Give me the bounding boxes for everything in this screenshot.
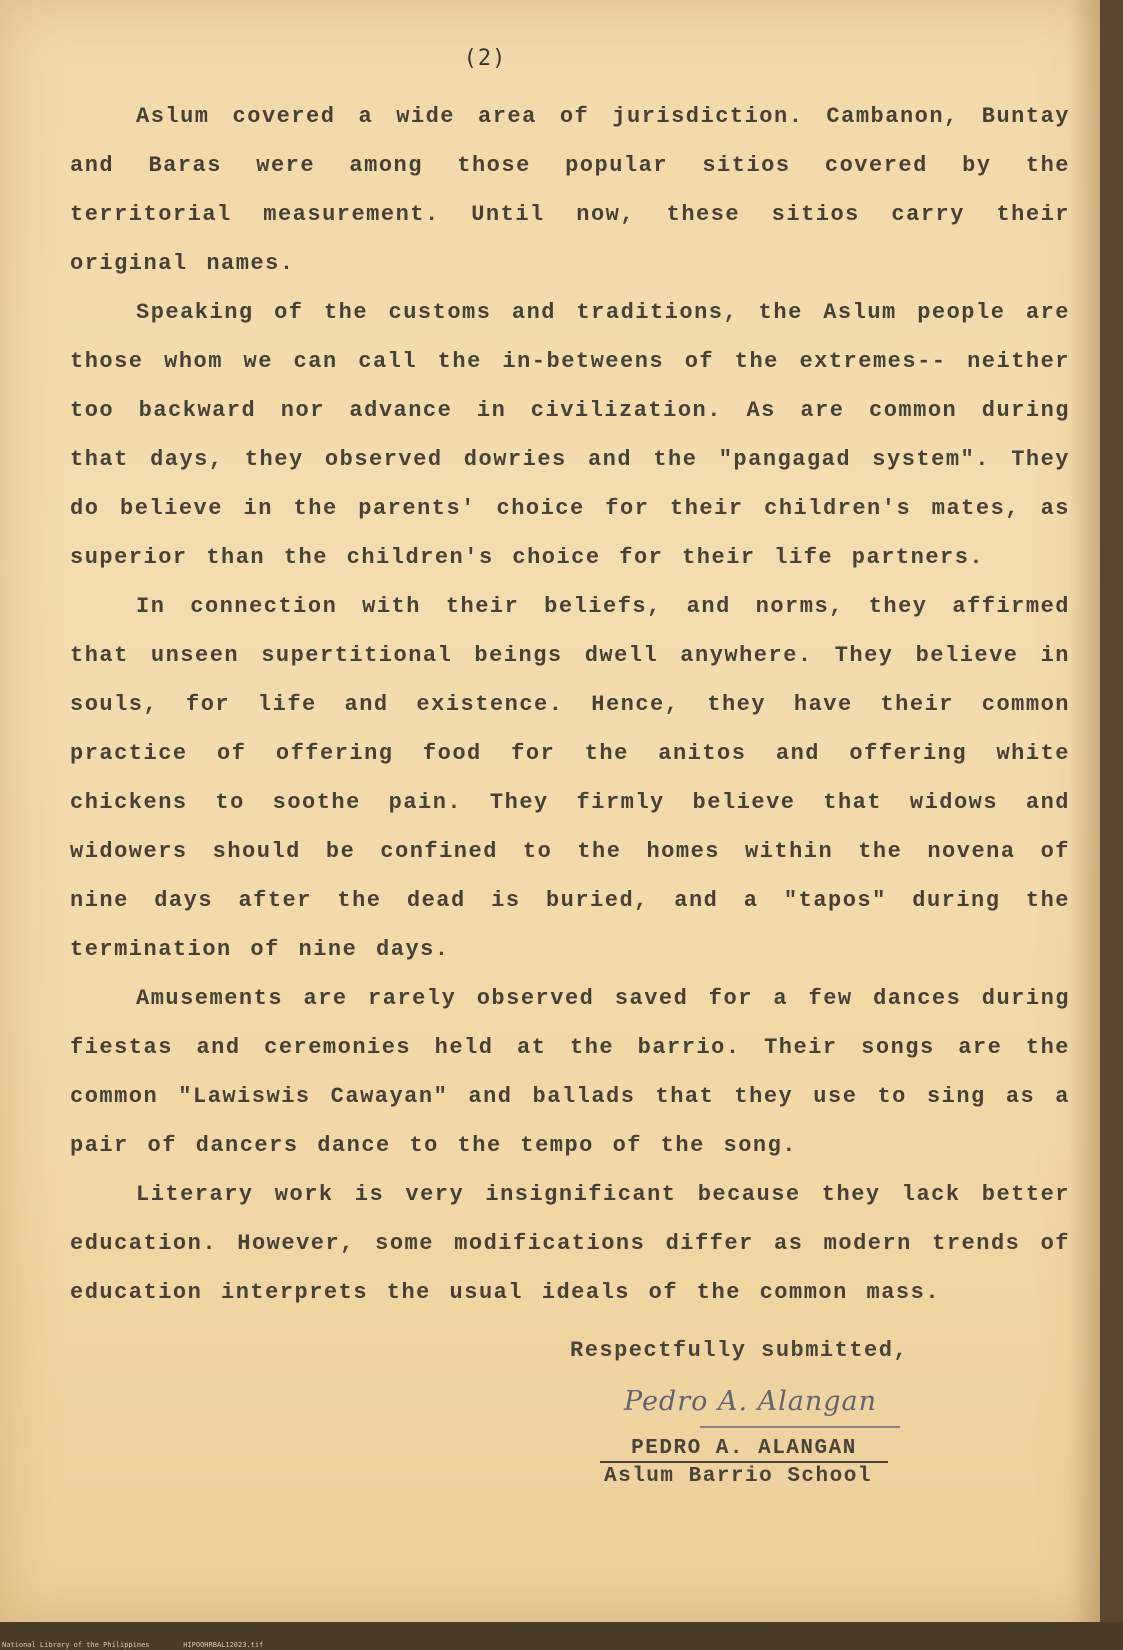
- closing-line: Respectfully submitted,: [570, 1338, 909, 1363]
- handwritten-signature: Pedro A. Alangan: [624, 1386, 878, 1417]
- scan-footer: [2, 1641, 263, 1649]
- file-id: HIPOOHRBAL12023.tif: [183, 1641, 264, 1649]
- archive-label: National Library of the Philippines: [2, 1641, 150, 1649]
- paragraph-beliefs: In connection with their beliefs, and norms, they affirmed that unseen supertitional beings dwell anywhere. They believe in souls, for life and existence. Hence, they have their common practice of offering food for the anitos and offering white chickens to soothe pain. They firmly believe that widows and widowers should be confined to the homes within the novena of nine days after the dead is buried, and a "tapos" during the termination of nine days.: [70, 594, 1070, 962]
- signer-school: Aslum Barrio School: [604, 1465, 872, 1488]
- paragraph-customs: Speaking of the customs and traditions, the Aslum people are those whom we can call the in-betweens of the extremes-- neither too backward nor advance in civilization. As are common during that days, they observed dowries and the "pangagad system". They do believe in the parents' choice for their children's mates, as superior than the children's choice for their life partners.: [70, 300, 1070, 570]
- signature-stroke: [700, 1426, 900, 1428]
- paragraph-jurisdiction: Aslum covered a wide area of jurisdiction. Cambanon, Buntay and Baras were among those popular sitios covered by the territorial measurement. Until now, these sitios carry their original names.: [70, 104, 1070, 276]
- paragraph-amusements: Amusements are rarely observed saved for a few dances during fiestas and ceremonies held at the barrio. Their songs are the common "Lawiswis Cawayan" and ballads that they use to sing as a pair of dancers dance to the tempo of the song.: [70, 986, 1070, 1158]
- page-number: (2): [463, 46, 507, 71]
- signer-name: PEDRO A. ALANGAN: [600, 1437, 888, 1463]
- paragraph-literary: Literary work is very insignificant because they lack better education. However, some modifications differ as modern trends of education interprets the usual ideals of the common mass.: [70, 1182, 1070, 1305]
- document-body: [70, 92, 1070, 1317]
